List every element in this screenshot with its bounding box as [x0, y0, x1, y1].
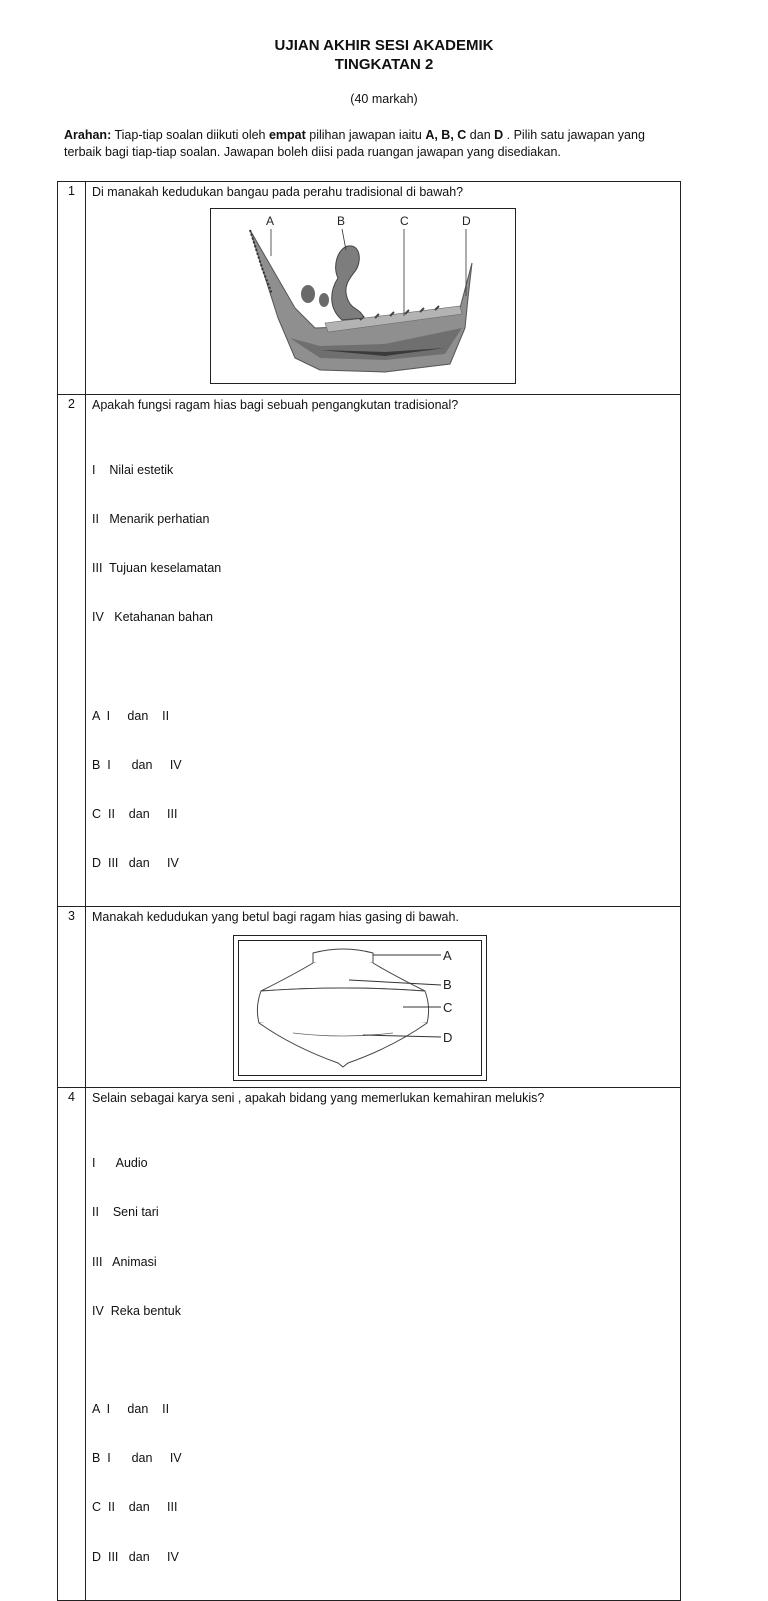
figure-label: C — [443, 1000, 453, 1016]
figure-label: D — [462, 214, 471, 228]
question-number: 3 — [58, 907, 86, 1088]
question-row — [58, 182, 681, 395]
answer-choice: D III dan IV — [92, 1549, 179, 1564]
statement: IV Reka bentuk — [92, 1303, 181, 1318]
question-number: 2 — [58, 395, 86, 907]
question-text: Manakah kedudukan yang betul bagi ragam hias gasing di bawah. — [92, 910, 459, 925]
question-body — [86, 1088, 681, 1600]
question-row — [58, 907, 681, 1088]
figure-label: A — [443, 948, 452, 964]
question-text: Di manakah kedudukan bangau pada perahu tradisional di bawah? — [92, 185, 464, 199]
statement-list — [92, 1122, 674, 1352]
question-body — [86, 182, 681, 395]
instructions-bold: A, B, C — [425, 128, 467, 142]
instructions-bold: empat — [268, 128, 306, 142]
figure-label: B — [443, 977, 452, 993]
statement: III Tujuan keselamatan — [92, 561, 222, 576]
instructions — [64, 127, 684, 161]
question-text: Selain sebagai karya seni , apakah bidang yang memerlukan kemahiran melukis? — [92, 1091, 545, 1106]
boat-figure — [210, 208, 516, 384]
statement: I Nilai estetik — [92, 462, 174, 477]
answer-choice: B I dan IV — [92, 757, 182, 772]
question-row — [58, 1088, 681, 1600]
answer-choices — [92, 1368, 674, 1598]
answer-choice: A I dan II — [92, 1401, 170, 1416]
instructions-text: dan — [466, 128, 495, 142]
total-marks: (40 markah) — [350, 92, 418, 106]
statement-list — [92, 429, 674, 659]
instructions-text: pilihan jawapan iaitu — [305, 128, 426, 142]
figure-label: A — [266, 214, 275, 228]
gasing-figure — [233, 935, 487, 1081]
statement: IV Ketahanan bahan — [92, 610, 213, 625]
answer-choice: D III dan IV — [92, 856, 179, 871]
figure-label: C — [400, 214, 409, 228]
question-table — [57, 181, 681, 1601]
answer-choice: B I dan IV — [92, 1451, 182, 1466]
answer-choice: A I dan II — [92, 708, 170, 723]
instructions-label: Arahan: — [64, 128, 112, 142]
question-number: 1 — [58, 182, 86, 395]
figure-label: B — [337, 214, 346, 228]
question-text: Apakah fungsi ragam hias bagi sebuah pengangkutan tradisional? — [92, 398, 459, 412]
question-body — [86, 395, 681, 907]
statement: II Seni tari — [92, 1205, 159, 1220]
answer-choice: C II dan III — [92, 1500, 178, 1515]
statement: I Audio — [92, 1156, 148, 1171]
statement: III Animasi — [92, 1254, 157, 1269]
question-number: 4 — [58, 1088, 86, 1600]
question-body — [86, 907, 681, 1088]
exam-title: UJIAN AKHIR SESI AKADEMIK — [274, 37, 494, 54]
instructions-text: Tiap-tiap soalan diikuti oleh — [111, 128, 269, 142]
exam-form-level: TINGKATAN 2 — [334, 56, 434, 73]
instructions-bold: D — [494, 128, 504, 142]
instructions-text: . Pilih satu jawapan yang terbaik bagi tiap-tiap soalan. Jawapan boleh diisi pada ruangan jawapan yang disediakan. — [64, 128, 645, 159]
question-row — [58, 395, 681, 907]
answer-choices — [92, 675, 674, 905]
answer-choice: C II dan III — [92, 806, 178, 821]
statement: II Menarik perhatian — [92, 512, 210, 527]
figure-label: D — [443, 1030, 453, 1046]
